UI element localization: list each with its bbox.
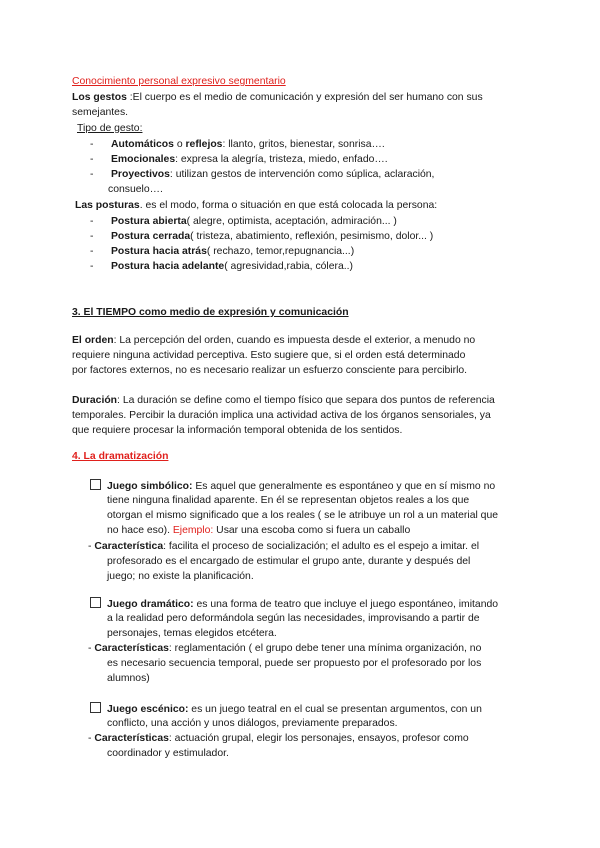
juego-simbolico-line-4 <box>107 524 410 538</box>
tipo-gesto-label: Tipo de gesto: <box>77 123 143 134</box>
duracion-line-2: temporales. Percibir la duración implica una actividad activa de los órganos sensoriales, ya <box>72 410 491 421</box>
dash: - <box>88 643 95 654</box>
caracteristica-line-1 <box>88 540 479 554</box>
term: Juego dramático: <box>107 599 194 610</box>
posturas-line <box>75 199 437 213</box>
bullet: - <box>90 261 94 272</box>
list-item <box>111 260 353 274</box>
list-item <box>111 230 433 244</box>
text: no hace eso). <box>107 525 173 536</box>
bullet: - <box>90 139 94 150</box>
text: es un juego teatral en el cual se presentan argumentos, con un <box>188 704 482 715</box>
dash: - <box>88 541 95 552</box>
bullet: - <box>90 216 94 227</box>
caracteristicas-line-1 <box>88 642 481 656</box>
section-heading-personal: Conocimiento personal expresivo segmentario <box>72 76 286 87</box>
list-item <box>90 168 93 182</box>
caracteristicas-line-2: coordinador y estimulador. <box>107 748 229 759</box>
list-item <box>111 153 388 167</box>
term: Característica <box>94 541 164 552</box>
term: Postura abierta <box>111 216 187 227</box>
gestos-text: :El cuerpo es el medio de comunicación y expresión del ser humano con sus <box>126 92 483 103</box>
text: ( rechazo, temor,repugnancia...) <box>206 246 355 257</box>
gestos-term: Los gestos <box>72 92 127 103</box>
text: o <box>173 139 186 150</box>
text: : utilizan gestos de intervención como súplica, aclaración, <box>169 169 435 180</box>
text: ( agresividad,rabia, cólera..) <box>224 261 353 272</box>
caracteristicas-line-3: alumnos) <box>107 673 150 684</box>
caracteristica-line-3: juego; no existe la planificación. <box>107 571 254 582</box>
text: : actuación grupal, elegir los personajes, ensayos, profesor como <box>168 733 469 744</box>
term: Postura cerrada <box>111 231 191 242</box>
list-item <box>90 138 93 152</box>
term: reflejos <box>185 139 223 150</box>
text: ( alegre, optimista, aceptación, admiración... ) <box>186 216 397 227</box>
orden-line-2: requiere ninguna actividad perceptiva. Esto sugiere que, si el orden está determinado <box>72 350 466 361</box>
orden-line-1 <box>72 334 475 348</box>
bullet: - <box>90 169 94 180</box>
posturas-term: Las posturas <box>75 200 140 211</box>
juego-dramatico-line-3: personajes, temas elegidos etcétera. <box>107 628 277 639</box>
text: ( tristeza, abatimiento, reflexión, pesimismo, dolor... ) <box>190 231 434 242</box>
term: Postura hacia adelante <box>111 261 225 272</box>
dash: - <box>88 733 95 744</box>
term: Postura hacia atrás <box>111 246 207 257</box>
term: Juego escénico: <box>107 704 189 715</box>
list-item <box>90 153 93 167</box>
caracteristicas-line-1 <box>88 732 469 746</box>
gestos-line-2: semejantes. <box>72 107 129 118</box>
text: : expresa la alegría, tristeza, miedo, enfado…. <box>175 154 388 165</box>
juego-simbolico-line-2: tiene ninguna finalidad aparente. En él se representan objetos reales a los que <box>107 495 470 506</box>
duracion-line-3: que requiere procesar la información temporal obtenida de los sentidos. <box>72 425 403 436</box>
bullet: - <box>90 246 94 257</box>
checkbox[interactable] <box>90 702 101 713</box>
list-item <box>111 168 434 182</box>
orden-line-3: por factores externos, no es necesario realizar un esfuerzo consciente para percibirlo. <box>72 365 468 376</box>
text: : La duración se define como el tiempo físico que separa dos puntos de referencia <box>117 395 495 406</box>
bullet: - <box>90 231 94 242</box>
list-item-continued: consuelo…. <box>108 184 163 195</box>
gestos-line-1 <box>72 91 483 105</box>
list-item <box>111 245 354 259</box>
juego-escenico-line-2: conflicto, una acción y unos diálogos, previamente preparados. <box>107 718 398 729</box>
list-item <box>111 138 385 152</box>
section-heading-dramatizacion: 4. La dramatización <box>72 451 169 462</box>
text: Usar una escoba como si fuera un caballo <box>213 525 411 536</box>
juego-dramatico-line-2: a la realidad pero deformándola según las necesidades, improvisando a partir de <box>107 613 480 624</box>
term: Juego simbólico: <box>107 481 193 492</box>
term: Proyectivos <box>111 169 170 180</box>
checkbox[interactable] <box>90 479 101 490</box>
list-item <box>111 215 397 229</box>
juego-escenico-line-1 <box>90 702 482 717</box>
text: : La percepción del orden, cuando es impuesta desde el exterior, a menudo no <box>113 335 476 346</box>
juego-simbolico-line-3: otorgan el mismo significado que a los reales ( se le atribuye un rol a un material que <box>107 510 499 521</box>
term: Emocionales <box>111 154 176 165</box>
ejemplo-label: Ejemplo: <box>172 525 214 536</box>
juego-dramatico-line-1 <box>90 597 498 612</box>
duracion-line-1 <box>72 394 495 408</box>
text: Es aquel que generalmente es espontáneo y que en sí mismo no <box>192 481 496 492</box>
caracteristicas-line-2: es necesario secuencia temporal, puede ser propuesto por el profesorado por los <box>107 658 482 669</box>
term: Características <box>94 643 169 654</box>
juego-simbolico-line-1 <box>90 479 495 494</box>
duracion-term: Duración <box>72 395 118 406</box>
section-heading-tiempo: 3. El TIEMPO como medio de expresión y comunicación <box>72 307 349 318</box>
text: es una forma de teatro que incluye el juego espontáneo, imitando <box>193 599 499 610</box>
text: : facilita el proceso de socialización; el adulto es el espejo a imitar. el <box>163 541 480 552</box>
posturas-text: . es el modo, forma o situación en que está colocada la persona: <box>139 200 438 211</box>
text: : llanto, gritos, bienestar, sonrisa…. <box>222 139 385 150</box>
term: Automáticos <box>111 139 174 150</box>
caracteristica-line-2: profesorado es el encargado de estimular el grupo ante, durante y después del <box>107 556 471 567</box>
text: : reglamentación ( el grupo debe tener una mínima organización, no <box>168 643 482 654</box>
term: Características <box>94 733 169 744</box>
bullet: - <box>90 154 94 165</box>
checkbox[interactable] <box>90 597 101 608</box>
orden-term: El orden <box>72 335 114 346</box>
